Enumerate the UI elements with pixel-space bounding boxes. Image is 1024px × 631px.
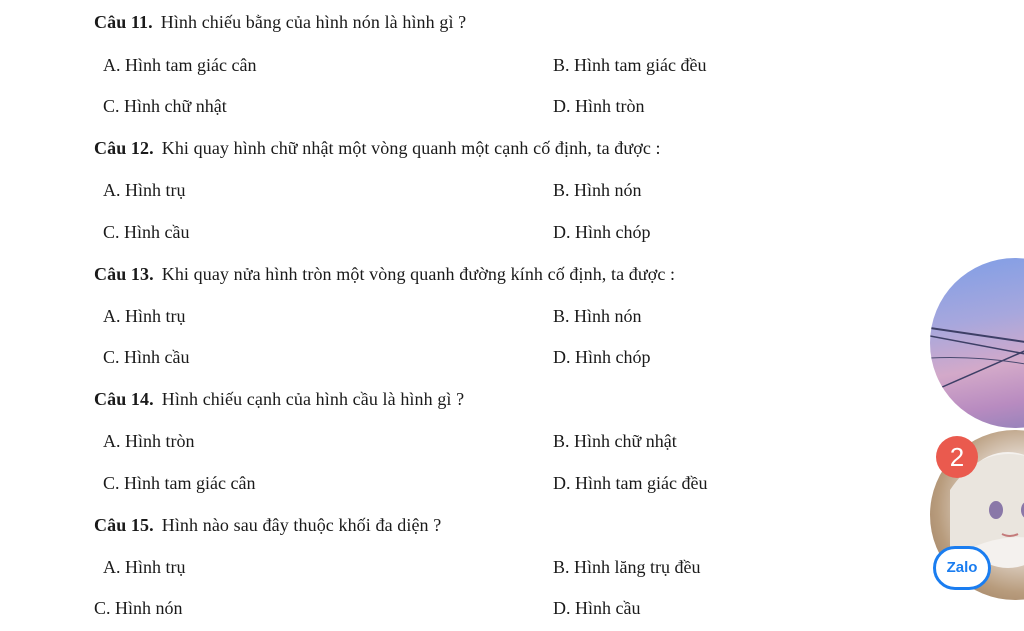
notification-badge: 2 xyxy=(936,436,978,478)
option-c: C. Hình chữ nhật xyxy=(103,96,227,116)
option-b: B. Hình nón xyxy=(553,180,642,200)
option-a: A. Hình tam giác cân xyxy=(103,55,257,75)
option-b: B. Hình nón xyxy=(553,306,642,326)
question-text: Hình nào sau đây thuộc khối đa diện ? xyxy=(161,515,442,535)
option-a: A. Hình trụ xyxy=(103,557,186,577)
question-12 xyxy=(94,138,661,159)
option-a: A. Hình trụ xyxy=(103,180,186,200)
question-number: Câu 11. xyxy=(94,12,153,32)
question-text: Hình chiếu bằng của hình nón là hình gì ? xyxy=(160,12,467,32)
question-text: Khi quay nửa hình tròn một vòng quanh đường kính cố định, ta được : xyxy=(161,264,676,284)
question-11 xyxy=(94,12,466,33)
option-c: C. Hình tam giác cân xyxy=(103,473,256,493)
option-d: D. Hình chóp xyxy=(553,222,651,242)
option-c: C. Hình nón xyxy=(94,598,183,618)
option-d: D. Hình chóp xyxy=(553,347,651,367)
question-number: Câu 15. xyxy=(94,515,154,535)
option-b: B. Hình chữ nhật xyxy=(553,431,677,451)
option-b: B. Hình tam giác đều xyxy=(553,55,707,75)
question-number: Câu 12. xyxy=(94,138,154,158)
question-15 xyxy=(94,515,441,536)
option-a: A. Hình tròn xyxy=(103,431,195,451)
question-number: Câu 14. xyxy=(94,389,154,409)
option-d: D. Hình tròn xyxy=(553,96,645,116)
option-c: C. Hình cầu xyxy=(103,347,190,367)
option-d: D. Hình tam giác đều xyxy=(553,473,708,493)
question-number: Câu 13. xyxy=(94,264,154,284)
question-text: Khi quay hình chữ nhật một vòng quanh một cạnh cố định, ta được : xyxy=(161,138,661,158)
option-b: B. Hình lăng trụ đều xyxy=(553,557,701,577)
question-text: Hình chiếu cạnh của hình cầu là hình gì ? xyxy=(161,389,465,409)
option-d: D. Hình cầu xyxy=(553,598,641,618)
option-c: C. Hình cầu xyxy=(103,222,190,242)
question-14 xyxy=(94,389,464,410)
option-a: A. Hình trụ xyxy=(103,306,186,326)
zalo-logo-button[interactable]: Zalo xyxy=(933,546,991,590)
question-13 xyxy=(94,264,675,285)
